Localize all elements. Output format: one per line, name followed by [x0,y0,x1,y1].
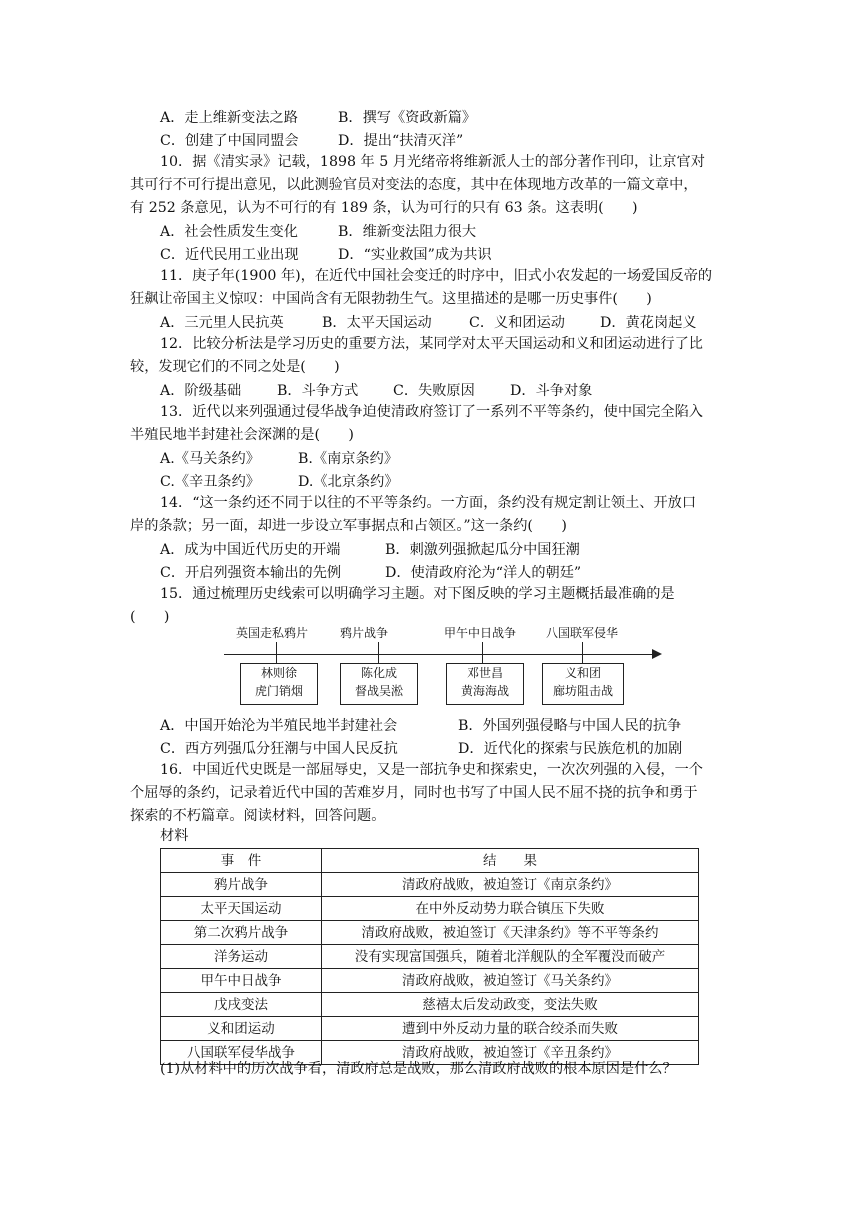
q14-stem-line1: 14．“这一条约还不同于以往的不平等条约。一方面，条约没有规定割让领土、开放口 [160,495,697,511]
timeline-box-person: 林则徐 [260,666,297,680]
q14-option-b: B．刺激列强掀起瓜分中国狂潮 [385,542,580,558]
timeline-box-event: 虎门销烟 [254,684,303,698]
table-cell-result: 没有实现富国强兵，随着北洋舰队的全军覆没而破产 [322,945,699,969]
table-header-row [161,849,699,873]
table-cell-event: 洋务运动 [161,945,322,969]
table-cell-event: 戊戌变法 [161,993,322,1017]
timeline-axis [224,654,654,655]
q15-option-b: B．外国列强侵略与中国人民的抗争 [458,718,682,734]
q11-option-a: A．三元里人民抗英 [160,315,284,331]
q16-stem-line3: 探索的不朽篇章。阅读材料，回答问题。 [130,808,386,824]
timeline-box-event: 黄海海战 [460,684,509,698]
table-cell-event: 太平天国运动 [161,897,322,921]
q9-option-a: A．走上维新变法之路 [160,110,298,126]
q13-stem-line1: 13．近代以来列强通过侵华战争迫使清政府签订了一系列不平等条约，使中国完全陷入 [160,404,703,420]
timeline-event-label: 甲午中日战争 [444,626,517,640]
timeline-tick [276,642,277,664]
q15-timeline-figure [220,620,670,710]
table-cell-event: 甲午中日战争 [161,969,322,993]
timeline-arrowhead [652,649,662,659]
q15-option-c: C．西方列强瓜分狂潮与中国人民反抗 [160,741,398,757]
q10-option-b: B．维新变法阻力很大 [338,224,477,240]
q10-stem-line3: 有 252 条意见，认为不可行的有 189 条，认为可行的只有 63 条。这表明( ) [130,200,638,216]
q11-option-b: B．太平天国运动 [322,315,432,331]
timeline-box [340,663,418,705]
q16-subquestion-1: (1)从材料中的历次战争看，清政府总是战败，那么清政府战败的根本原因是什么？ [160,1061,677,1077]
q11-option-c: C．义和团运动 [469,315,565,331]
table-cell-event: 八国联军侵华战争 [161,1041,322,1065]
q10-stem-line1: 10．据《清实录》记载，1898 年 5 月光绪帝将维新派人士的部分著作刊印，让京官对 [160,154,705,170]
timeline-event-label: 英国走私鸦片 [236,626,309,640]
q14-option-c: C．开启列强资本输出的先例 [160,565,342,581]
table-cell-event: 第二次鸦片战争 [161,921,322,945]
table-header-result: 结 果 [322,849,699,873]
table-cell-event: 鸦片战争 [161,873,322,897]
q11-option-d: D．黄花岗起义 [600,315,697,331]
q9-option-d: D．提出“扶清灭洋” [338,133,464,149]
q13-option-b: B.《南京条约》 [298,451,399,467]
timeline-box [446,663,524,705]
table-cell-result: 慈禧太后发动政变，变法失败 [322,993,699,1017]
q9-option-b: B．撰写《资政新篇》 [338,110,477,126]
q15-option-d: D．近代化的探索与民族危机的加剧 [458,741,683,757]
q11-stem-line2: 狂飙让帝国主义惊叹：中国尚含有无限勃勃生气。这里描述的是哪一历史事件( ) [130,291,652,307]
table-header-event: 事 件 [161,849,322,873]
table-cell-event: 义和团运动 [161,1017,322,1041]
q14-option-d: D．使清政府沦为“洋人的朝廷” [385,565,582,581]
table-row [161,921,699,945]
timeline-box-event: 廊坊阻击战 [552,684,613,698]
q15-stem-line1: 15．通过梳理历史线索可以明确学习主题。对下图反映的学习主题概括最准确的是 [160,586,675,602]
table-cell-result: 在中外反动势力联合镇压下失败 [322,897,699,921]
q13-option-c: C.《辛丑条约》 [160,474,260,490]
q13-stem-line2: 半殖民地半封建社会深渊的是( ) [130,427,354,443]
timeline-box-person: 邓世昌 [466,666,503,680]
q13-option-d: D.《北京条约》 [298,474,399,490]
table-cell-result: 遭到中外反动力量的联合绞杀而失败 [322,1017,699,1041]
timeline-tick [482,642,483,664]
table-row [161,969,699,993]
timeline-event-label: 八国联军侵华 [546,626,619,640]
table-row [161,945,699,969]
timeline-tick [582,642,583,664]
table-row [161,897,699,921]
q16-stem-line1: 16．中国近代史既是一部屈辱史，又是一部抗争史和探索史，一次次列强的入侵，一个 [160,762,703,778]
q10-stem-line2: 其可行不可行提出意见，以此测验官员对变法的态度，其中在体现地方改革的一篇文章中， [130,177,698,193]
q12-stem-line1: 12．比较分析法是学习历史的重要方法，某同学对太平天国运动和义和团运动进行了比 [160,336,703,352]
table-cell-result: 清政府战败，被迫签订《马关条约》 [322,969,699,993]
q11-stem-line1: 11．庚子年(1900 年)，在近代中国社会变迁的时序中，旧式小农发起的一场爱国反帝的 [160,268,713,284]
material-table [160,848,699,1065]
q12-option-b: B．斗争方式 [277,383,359,399]
table-row [161,873,699,897]
q12-stem-line2: 较，发现它们的不同之处是( ) [130,359,340,375]
timeline-box-person: 义和团 [564,666,601,680]
q10-option-a: A．社会性质发生变化 [160,224,298,240]
q15-stem-line2: ( ) [130,609,170,625]
q13-option-a: A.《马关条约》 [160,451,260,467]
timeline-tick [378,642,379,664]
table-cell-result: 清政府战败，被迫签订《天津条约》等不平等条约 [322,921,699,945]
q12-option-d: D．斗争对象 [510,383,593,399]
q10-option-d: D．“实业救国”成为共识 [338,247,492,263]
q12-option-a: A．阶级基础 [160,383,242,399]
q14-stem-line2: 岸的条款；另一面，却进一步设立军事据点和占领区。”这一条约( ) [130,518,567,534]
timeline-box [542,663,624,705]
table-row [161,1017,699,1041]
timeline-box-person: 陈化成 [360,666,397,680]
q12-option-c: C．失败原因 [393,383,475,399]
table-cell-result: 清政府战败，被迫签订《南京条约》 [322,873,699,897]
table-cell-result: 清政府战败，被迫签订《辛丑条约》 [322,1041,699,1065]
timeline-event-label: 鸦片战争 [340,626,389,640]
q9-option-c: C．创建了中国同盟会 [160,133,299,149]
material-label: 材料 [160,828,189,844]
q14-option-a: A．成为中国近代历史的开端 [160,542,341,558]
timeline-box-event: 督战吴淞 [354,684,403,698]
q16-stem-line2: 个屈辱的条约，记录着近代中国的苦难岁月，同时也书写了中国人民不屈不挠的抗争和勇于 [130,785,698,801]
q10-option-c: C．近代民用工业出现 [160,247,299,263]
timeline-box [240,663,318,705]
q15-option-a: A．中国开始沦为半殖民地半封建社会 [160,718,398,734]
table-row [161,993,699,1017]
